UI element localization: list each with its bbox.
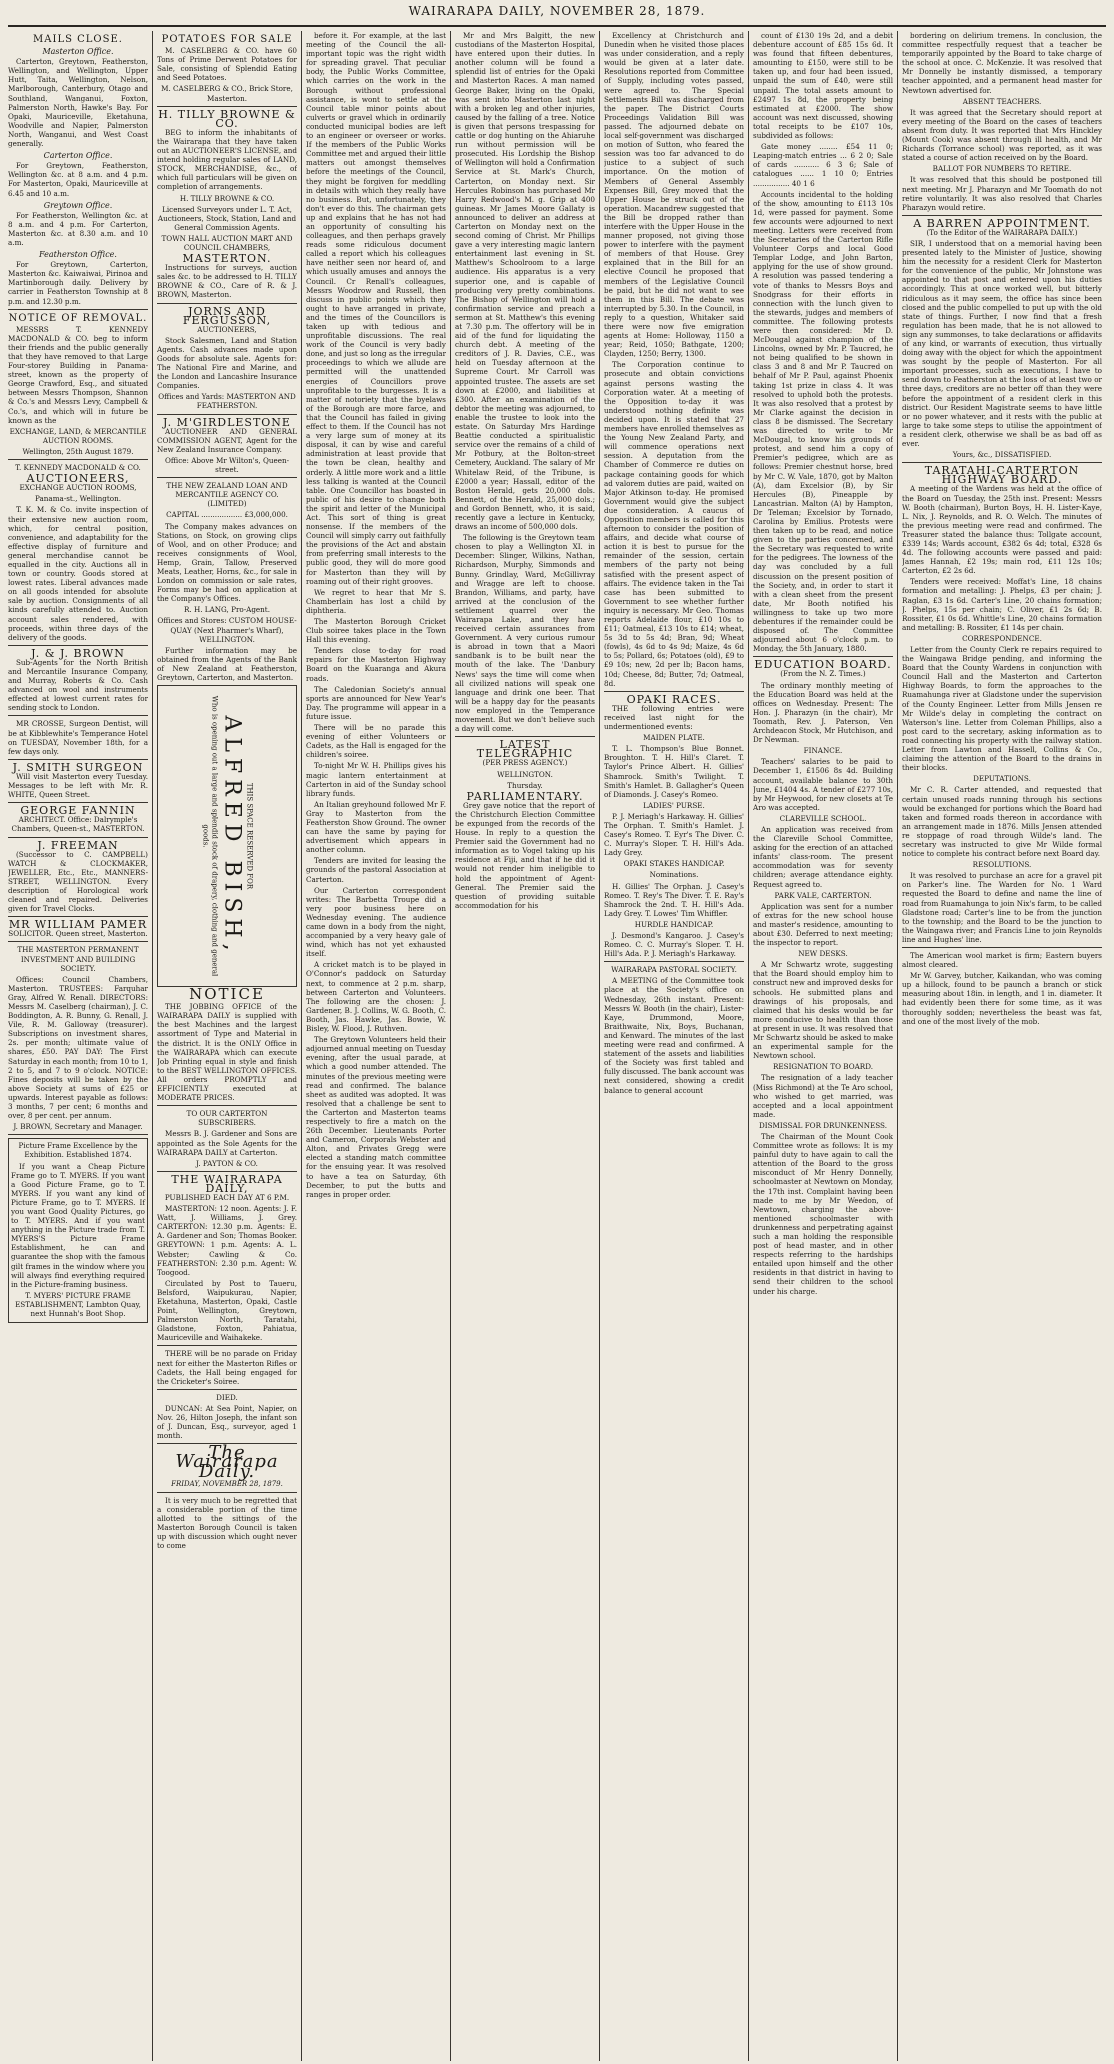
absent-teachers-text: It was agreed that the Secretary should report at every meeting of the Board on the cases of teachers absent from duty. It was reported that Mrs Hinckley (Mount Cook) was absent through ill health, and Mr Richards (Torrance school) was reported, as it was stated a course of action received on by the Board. [902, 107, 1102, 163]
greytown-mails-text: For Featherston, Wellington &c. at 8 a.m. and 4 p.m. For Carterton, Masterton &c. at 8.30 a.m. and 10 a.m. [8, 210, 148, 247]
divider [157, 1345, 297, 1346]
clareville-text: An application was received from the Clareville School Committee, asking for the erection of an attached infants' class-room. The present accommodation was for seventy children; average attendance eighty. Request agreed to. [753, 824, 893, 889]
barren-sign: Yours, &c., DISSATISFIED. [952, 450, 1052, 460]
correspondence-text: Letter from the County Clerk re repairs required to the Waingawa Bridge pending, and informing the Board that the County Wardens in conjunction with Council Hall and the Masterton and Carterton Highway Boards, to form the approaches to the Ruamahunga river at Gladstone under the supervision of the County Engineer. Letter from Mills Jensen re Mr Wilde's delay in completing the contract on Waterson's line. Letter from Coleman Phillips, also a post card to the secretary, asking information as to road connecting his property with the railway station. Letter from Lawton and Hassell, Collins & Co., claiming the attention of the Board to the drains in their blocks. [902, 645, 1102, 773]
column-rule [301, 31, 302, 2061]
mails-close-heading: MAILS CLOSE. [33, 34, 123, 45]
column-7 [902, 31, 1102, 2061]
column-3 [306, 31, 446, 2061]
auctioneers-heading: AUCTIONEERS, [26, 472, 130, 486]
building-society-sign: J. BROWN, Secretary and Manager. [13, 1122, 143, 1132]
divider [157, 303, 297, 304]
new-desks-text: A Mr Schwartz wrote, suggesting that the Board should employ him to construct new and improved desks for schools. He submitted plans and drawings of his proposals, and claimed that his desks would be far more conducive to health than those at present in use. It was resolved that Mr Schwartz should be asked to make an experimental sample for the Newtown school. [753, 960, 893, 1061]
pamer-heading: MR WILLIAM PAMER [8, 918, 148, 932]
hurdle-heading: HURDLE HANDICAP. [634, 919, 714, 929]
hurdle-entries: J. Desmond's Kangaroo. J. Casey's Romeo. C. C. Murray's Sloper. T. H. Hill's Ada. P. J. Meriagh's Harkaway. [604, 931, 744, 959]
park-vale-heading: PARK VALE, CARTERTON. [774, 890, 872, 900]
pastoral-society-text: A MEETING of the Committee took place at the Society's office on Wednesday, 26th instant. Present: Messrs W. Booth (in the chair), Lister-Kaye, Drummond, Moore, Braithwaite, Nix, Boys, Buchanan, and Kenward. The minutes of the last meeting were read and confirmed. A statement of the assets and liabilities of the Society was first tabled and fully discussed. The bank account was next considered, showing a credit balance to general account [604, 976, 744, 1095]
divider [157, 106, 297, 107]
tenders-text: Tenders were received: Moffat's Line, 18 chains formation and metalling: J. Phelps, £3 per chain; J. Raglan, £3 1s 6d. Carter's Line, 20 chains formation; J. Phelps, 15s per chain; C. Oliver, £1 2s 6d; B. Rossiter, £1 0s 6d. Whittle's Line, 20 chains formation and metalling: B. Rossiter, £1 14s per chain. [902, 577, 1102, 632]
ballot-text: It was resolved that this should be postponed till next meeting. Mr J. Pharazyn and Mr Toomath do not retire voluntarily. It was also resolved that Charles Pharazyn would retire. [902, 175, 1102, 212]
divider [8, 309, 148, 310]
divider [157, 477, 297, 478]
telegraph-items: The Corporation continue to prosecute and obtain convictions against persons wasting the Corporation water. At a meeting of the Opposition to-day it was understood nothing definite was decided upon. It is stated that 27 members have enrolled themselves as the Young New Zealand Party, and will commence operations next session. A deputation from the Chamber of Commerce re duties on package containing goods for which ad valorem duties are paid, waited on Major Atkinson to-day. He promised Government would give the subject due consideration. A caucus of Opposition members is called for this afternoon to consider the position of affairs, and decide what course of action it is best to pursue for the remainder of the session, certain members of the party not being satisfied with the present aspect of affairs. The evidence taken in the Tai case has been submitted to Government to see whether further inquiry is necessary. Mr Geo. Thomas reports Adelaide flour, £10 10s to £11; Oatmeal, £13 10s to £14; wheat, 5s 3d to 5s 4d; Bran, 9d; Wheat (fowls), 4s 6d to 4s 9d; Maize, 4s 6d to 5s; Pollard, 6s; Potatoes (old), £9 to £9 10s; new, 2d per lb; Bacon hams, 10d; Cheese, 8d; Butter, 7d; Oatmeal, 8d. [604, 360, 744, 688]
divider [157, 1171, 297, 1172]
tilly-sign: H. TILLY BROWNE & CO. [179, 193, 275, 203]
news-item: There will be no parade this evening of either Volunteers or Cadets, as the Hall is engaged for the children's soiree. [306, 723, 446, 760]
carterton-office-heading: Carterton Office. [43, 151, 113, 161]
bish-advertisement [157, 685, 297, 987]
letter-to-editor: (To the Editor of the WAIRARAPA DAILY.) [926, 227, 1078, 237]
divider [8, 715, 148, 716]
maiden-plate-heading: MAIDEN PLATE. [643, 733, 705, 743]
wool-market-item: The American wool market is firm; Eastern buyers almost cleared. [902, 951, 1102, 970]
column-rule [450, 31, 451, 2061]
tilly-instructions: Instructions for surveys, auction sales &c. to be addressed to H. TILLY BROWNE & CO., Care of R. & J. BROWN, Masterton. [157, 263, 297, 300]
exchange-title: EXCHANGE, LAND, & MERCANTILE AUCTION ROOMS. [9, 426, 147, 445]
nzloan-heading: THE NEW ZEALAND LOAN AND MERCANTILE AGENCY CO. (LIMITED) [166, 481, 288, 509]
tilly-text: BEG to inform the inhabitants of the Wairarapa that they have taken out an AUCTIONEER'S LICENSE, and intend holding regular sales of LAND, STOCK, MERCHANDISE, &c., of which full particulars will be given on completion of arrangements. [157, 127, 297, 192]
maiden-plate-entries: T. L. Thompson's Blue Bonnet. Broughton. T. H. Hill's Claret. T. Taylor's Prince Albert. H. Gillies' Shamrock. Smith's Twilight. T. Smith's Hamlet. B. Gallagher's Queen of Diamonds. J. Casey's Romeo. [604, 744, 744, 799]
notice-text: THE JOBBING OFFICE of the WAIRARAPA DAILY is supplied with the best Machines and the largest assortment of Type and Material in the district. It is the ONLY Office in the WAIRARAPA which can execute Job Printing equal in style and finish to the BEST WELLINGTON OFFICES. All orders PROMPTLY and EFFICIENTLY executed at MODERATE PRICES. [157, 1002, 297, 1103]
tilly-heading: H. TILLY BROWNE & CO. [158, 107, 296, 130]
news-item: The Masterton Borough Cricket Club soiree takes place in the Town Hall this evening. [306, 617, 446, 645]
resolutions-heading: RESOLUTIONS. [972, 860, 1032, 870]
divider [604, 691, 744, 692]
jorns-text: Stock Salesmen, Land and Station Agents. Cash advances made upon Goods for absolute sale. Agents for: The National Fire and Marine, and the London and Lancashire Insurance Companies. [157, 335, 297, 391]
latest-telegraphic-heading: LATEST TELEGRAPHIC [476, 738, 574, 761]
daily-text: MASTERTON: 12 noon. Agents: J. F. Watt, J. Williams, J. Grey. CARTERTON: 12.30 p.m. Agents: E. A. Gardener and Son; Thomas Booker. GREYTOWN: 1 p.m. Agents: A. L. Webster; Cawling & Co. FEATHERSTON: 2.30 p.m. Agent: W. Toogood. [157, 1204, 297, 1277]
barren-appointment-text: SIR, I understood that on a memorial having been presented lately to the Minister of Justice, showing him the necessity for a resident Clerk for Masterton for the convenience of the public, Mr Johnstone was appointed to that post and entered upon his duties accordingly. This at once worked well, but bitterly ridiculous as it may seem, the office has since been closed and the public compelled to put up with the old state of things. Further, I now find that a fresh regulation has been made, that he is not allowed to sign any summonses, to take declarations or affidavits of any kind, or warrants of execution, thus virtually doing away with the object for which the appointment was sought by the people of Masterton. For all important processes, such as executions, I have to send down to Featherston at the loss of at least two or three days, creditors are no better off than they were before the appointment of a resident clerk in this district. Our Resident Magistrate seems to have little or no power whatever, and it rests with the public at large to take some steps to utilise the appointment of a resident clerk, otherwise we shall be as bad off as ever. [902, 238, 1102, 449]
news-item: To-night Mr W. H. Phillips gives his magic lantern entertainment at Carterton in aid of the Sunday school library funds. [306, 761, 446, 798]
news-item: The Caledonian Society's annual sports are announced for New Year's Day. The programme will appear in a future issue. [306, 684, 446, 721]
pastoral-continued: count of £130 19s 2d, and a debit debenture account of £85 15s 6d. It was found that fifteen debentures, amounting to £150, were still to be taken up, and four had been issued, unpaid the sum of £40, were still unpaid. The total assets amount to £2497 1s 8d, the property being estimated at £2000. The show account was next discussed, showing total receipts to be £107 10s, subdivided as follows: [753, 31, 893, 141]
news-items-block-2: The following is the Greytown team chosen to play a Wellington XI. in December: Slinger, Wilkins, Nathan, Richardson, Murphy, Simmonds and Bunny. Grindlay, Ward, McGillivray and Wragge are left to choose. Brandon, Williams, and party, have arrived at the conclusion of the settlement quarrel over the Wairarapa Lake, and they have received certain assurances from Government. A very curious rumour is abroad in town that a Maori sandbank is to be built near the mouth of the lake. The 'Danbury News' says the time will come when all civilized nations will speak one language and drink one beer. That will be a happy day for the peasants now employed in the Temperance movement. But we don't believe such a day will come. [455, 533, 595, 734]
news-item: An Italian greyhound followed Mr F. Gray to Masterton from the Featherston Show Ground. The owner can have the same by paying for advertisement which appears in another column. [306, 799, 446, 855]
divider [604, 961, 744, 962]
bish-name: ALFRED BISH, [219, 715, 245, 957]
subscribers-sign: J. PAYTON & CO. [196, 1158, 258, 1168]
news-item: We regret to hear that Mr S. Chamberlain has lost a child by diphtheria. [306, 587, 446, 615]
girdlestone-heading: J. M'GIRDLESTONE [163, 415, 291, 429]
deputations-text: Mr C. R. Carter attended, and requested that certain unused roads running through his sections would be exchanged for portions which the Board had taken and formed roads thereon in accordance with an arrangement made in 1876. Mills Jensen attended re stoppage of road through Wilde's land. The secretary was instructed to give Mr Wilde formal notice to complete his contract before next Board day. [902, 785, 1102, 859]
ballot-heading: BALLOT FOR NUMBERS TO RETIRE. [932, 164, 1072, 174]
nzloan-sign: R. H. LANG, Pro-Agent. [183, 605, 270, 615]
news-item: Our Carterton correspondent writes: The Barbetta Troupe did a very poor business here on Wednesday evening. The audience came down in a body from the night, accompanied by a very heavy gale of wind, which has not yet exhausted itself. [306, 885, 446, 959]
column-rule [599, 31, 600, 2061]
nominations-heading: Nominations. [649, 870, 699, 880]
notice-heading: NOTICE [189, 985, 265, 1004]
divider [753, 656, 893, 657]
divider [8, 459, 148, 460]
divider [902, 462, 1102, 463]
divider [8, 802, 148, 803]
deputations-heading: DEPUTATIONS. [973, 774, 1031, 784]
pastoral-society-heading: WAIRARAPA PASTORAL SOCIETY. [611, 965, 737, 975]
jorns-heading: JORNS AND FERGUSSON, [182, 304, 272, 327]
potatoes-sign: M. CASELBERG & CO., Brick Store, Masterton. [161, 84, 293, 103]
masterton-caps: MASTERTON. [182, 252, 272, 266]
myers-heading: Picture Frame Excellence by the Exhibition. Established 1874. [18, 1141, 138, 1160]
education-board-heading: EDUCATION BOARD. [754, 658, 892, 672]
freeman-text: (Successor to C. CAMPBELL) WATCH & CLOCKMAKER, JEWELLER, Etc., Etc., MANNERS-STREET, WELLINGTON. Every description of Horological work cleaned and repaired. Deliveries given for Travel Clocks. [8, 849, 148, 914]
building-society-heading: THE MASTERTON PERMANENT INVESTMENT AND BUILDING SOCIETY. [17, 945, 139, 973]
column-6 [753, 31, 893, 2061]
issue-date: FRIDAY, NOVEMBER 28, 1879. [171, 1479, 283, 1488]
potatoes-heading: POTATOES FOR SALE [161, 34, 293, 45]
news-items-block: Mr and Mrs Balgitt, the new custodians of the Masterton Hospital, have entered upon their duties. In another column will be found a splendid list of entries for the Opaki and Masterton Races. A man named George Baker, living on the Opaki, was sent into Masterton last night with a broken leg and other injuries, caused by the falling of a tree. Notice is given that persons trespassing for cattle or dog hunting on the Ahiaruhe run without permission will be prosecuted. His Lordship the Bishop of Wellington will hold a Confirmation Service at St. Mark's Church, Carterton, on Monday next. Sir Hercules Robinson has purchased Mr Harry Redwood's M. g. Grip at 400 guineas. Mr James Moore Gallaty is announced to deliver an address at Carterton on Monday next on the second coming of Christ. Mr Phillips gave a very interesting magic lantern entertainment last evening in St. Matthew's Schoolroom to a large audience. His apparatus is a very superior one, and is capable of producing very pretty combinations. The Bishop of Wellington will hold a confirmation service and preach a sermon at St. Matthew's this evening at 7.30 p.m. The offertory will be in aid of the fund for liquidating the church debt. A meeting of the creditors of J. R. Davies, C.E., was held on Tuesday afternoon at the Supreme Court. Mr Carroll was appointed trustee. The assets are set down at £2000, and liabilities at £300. After an examination of the debtor the meeting was adjourned, to enable the trustee to look into the estate. On Saturday Mrs Hardinge Beattie conducted a spiritualistic service over the remains of a child of Mr Potbury, at the Bolton-street Cemetery, Auckland. The salary of Mr Whitelaw Reid, of the Tribune, is £2000 a year; Hassall, editor of the Boston Herald, gets 20,000 dols. Bennett, of the Herald, 25,000 dols.; and Gordon Bennett, who, it is said, recently gave a lecture in Kentucky, draws an income of 500,000 dols. [455, 31, 595, 532]
smith-heading: J. SMITH SURGEON [12, 760, 144, 774]
thursday-dateline: Thursday. [507, 780, 543, 790]
ladies-purse-entries: P. J. Meriagh's Harkaway. H. Gillies' The Orphan. T. Smith's Hamlet. J. Casey's Romeo. T. Eyr's The Diver. C. C. Murray's Sloper. T. H. Hill's Ada. Lady Grey. [604, 811, 744, 858]
bish-rotated-block [201, 691, 254, 981]
editorial-text: before it. For example, at the last meeting of the Council the all-important topic was the right width for spreading gravel. That peculiar body, the Public Works Committee, which carries on the work in the Borough without professional assistance, is wont to settle at the Council table minor points about culverts or gravel which in ordinarily conducted municipal bodies are left to an engineer or overseer or works. If the members of the Public Works Committee met and argued their little matters out amongst themselves before the meetings of the Council, they might be forgiven for meddling in details with which they really have no business. But, unfortunately, they don't ever do this. The chairman gets up and explains that he has not had an opportunity of consulting his colleagues, and then perhaps gravely reads some ridiculous document called a report which his colleagues have neither seen nor heard of, and which usually amuses and annoys the Council. Cr Renall's colleagues, Messrs Woodrow and Russell, then discuss in public points which they ought to have arranged in private, and the times of the Councillors is taken up with tedious and unprofitable discussions. The real work of the Council is very badly done, and just so long as the irregular proceedings to which we allude are permitted will the unattended energies of Councillors prove unprofitable to the burgesses. It is a matter of notoriety that the byelaws of the Borough are more farce, and that the Council has failed in giving effect to them. If the Council has not a very large sum of money at its disposal, it can by wise and careful administration at least provide that the town be clean, healthy and orderly. A little more work and a little less talking is wanted at the Council table. One Councillor has boasted in public of his desire to change both the spirit and letter of the Municipal Act. This sort of thing is great nonsense. If the members of the Council will simply carry out faithfully the provisions of the Act and abstain from preferring small interests to the public good, they will do more good for Masterton than they will by roaming out of their right grooves. [306, 31, 446, 586]
columns-container [8, 31, 1106, 2061]
dismissal-heading: DISMISSAL FOR DRUNKENNESS. [759, 1120, 887, 1130]
bish-bottom-line: Who is opening out a large and splendid stock of drapery, clothing and general goods. [201, 695, 219, 977]
divider [8, 837, 148, 838]
column-rule [897, 31, 898, 2061]
opaki-stakes-heading: OPAKI STAKES HANDICAP. [623, 859, 725, 869]
daily-sub: PUBLISHED EACH DAY AT 6 P.M. [164, 1192, 290, 1202]
dismissal-text: The Chairman of the Mount Cook Committee wrote as follows: It is my painful duty to have again to call the attention of the Board to the gross misconduct of Mr Henry Donnelly, schoolmaster at Newtown on Monday, the 17th inst. Complaint having been made to me by Mr Weedon, of Newtown, charging the above-mentioned schoolmaster with drunkenness and perpetrating against such a man holding the responsible post of head master, and in other respects referring to the hardships entailed upon himself and the other residents in that district in having to send their children to the school under his charge. [753, 1131, 893, 1296]
myers-ad [8, 1138, 148, 1323]
divider [455, 736, 595, 737]
divider [902, 215, 1102, 216]
absent-teachers-heading: ABSENT TEACHERS. [962, 96, 1042, 106]
carterton-mails-text: For Greytown, Featherston, Wellington &c. at 8 a.m. and 4 p.m. For Masterton, Opaki, Mauriceville at 6.45 and 10 a.m. [8, 161, 148, 198]
editorial-opening: It is very much to be regretted that a considerable portion of the time allotted to the sittings of the Masterton Borough Council is taken up with discussion which ought never to come [157, 1495, 297, 1551]
subscribers-text: Messrs B. J. Gardener and Sons are appointed as the Sole Agents for the WAIRARAPA DAILY at Carterton. [157, 1129, 297, 1157]
clareville-heading: CLAREVILLE SCHOOL. [779, 813, 867, 823]
park-vale-text: Application was sent for a number of extras for the new school house and master's residence, amounting to about £30. Deferred to next meeting; the inspector to report. [753, 901, 893, 948]
new-desks-heading: NEW DESKS. [798, 949, 848, 959]
bish-top-line: THIS SPACE RESERVED FOR [245, 782, 254, 890]
nzloan-capital: CAPITAL .................. £3,000,000. [166, 510, 288, 520]
divider [8, 1134, 148, 1135]
show-receipts: Gate money ........ £54 11 0; Leaping-match entries ... 6 2 0; Sale of cards ........... 6 3 6; Sale of catalogues ...... 1 10 0; Entries ................ 40 1 6 [753, 142, 893, 188]
taratahi-text: A meeting of the Wardens was held at the office of the Board on Tuesday, the 25th inst. Present: Messrs W. Booth (chairman), Burton Boys, H. H. Lister-Kaye, L. Nix, J. Reynolds, and R. O. Welch. The minutes of the previous meeting were read and confirmed. The Treasurer stated the balance thus: Tollgate account, £339 14s; Wards account, £382 6s 4d; total, £328 6s 4d. The following accounts were passed and paid: James Hannah, £2 19s; main rod, £11 12s 10s; Carterton, £2 2s 6d. [902, 484, 1102, 576]
resignation-heading: RESIGNATION TO BOARD. [772, 1062, 874, 1072]
jorns-sub: AUCTIONEERS, [197, 324, 257, 334]
featherston-office-heading: Featherston Office. [39, 250, 117, 260]
column-rule [152, 31, 153, 2061]
garvey-item: Mr W. Garvey, butcher, Kaikandan, who was coming up a hillock, found to be paunch a branch or stick measuring about 18in. in length, and 1 in. diameter. It had evidently been there for some time, as it was thoroughly sodden; nevertheless the beast was fat, and one of the most lively of the mob. [902, 971, 1102, 1026]
wellington-dateline: WELLINGTON. [497, 769, 553, 779]
news-item: Tenders are invited for leasing the grounds of the pastoral Association at Carterton. [306, 856, 446, 884]
removal-text: MESSRS T. KENNEDY MACDONALD & CO. beg to inform their friends and the public generally that they have removed to that Large Four-storey Building in Panama-street, known as the property of George Crawford, Esq., and situated between Messrs Thompson, Shannon & Co.'s and Messrs Levy, Campbell & Co.'s, and which will in future be known as the [8, 324, 148, 425]
ladies-purse-heading: LADIES' PURSE. [643, 800, 705, 810]
daily-heading: THE WAIRARAPA DAILY, [171, 1172, 283, 1195]
newspaper-nameplate: The Wairarapa Daily. [175, 1442, 279, 1482]
brown-text: Sub-Agents for the North British and Mercantile Insurance Company, and Murray, Roberts & Co. Cash advanced on wool and instruments effected at lowest current rates for sending stock to London. [8, 657, 148, 713]
town-hall-mart: TOWN HALL AUCTION MART AND COUNCIL CHAMBERS, [161, 233, 293, 252]
daily-more: Circulated by Post to Taueru, Belsford, Waipukurau, Napier, Eketahuna, Masterton, Opaki, Castle Point, Wellington, Greytown, Palmerston North, Taratahi, Gladstone, Foxton, Pahiatua, Mauriceville and Waihakeke. [157, 1278, 297, 1343]
died-text: DUNCAN: At Sea Point, Napier, on Nov. 26, Hilton Joseph, the infant son of J. Duncan, Esq., surveyor, aged 1 month. [157, 1403, 297, 1441]
resolutions-text: It was resolved to purchase an acre for a gravel pit on Parker's line. The Warden for No. 1 Ward requested the Board to define and name the line of road from Ruamahunga to join Nix's farm, to be called Gladstone road; Carter's line to be from the junction to the township; and the Board to be the junction to the Waingawa river; and Francis Line to join Reynolds line and Hughes' line. [902, 871, 1102, 944]
kennedy-heading: T. KENNEDY MACDONALD & CO. [15, 463, 141, 473]
greytown-office-heading: Greytown Office. [43, 200, 113, 210]
column-4 [455, 31, 595, 2061]
masterton-mails-text: Carterton, Greytown, Featherston, Wellington, and Wellington, Upper Hutt, Taita, Wellington, Nelson, Marlborough, Canterbury, Otago and Southland, Wanganui, Foxton, Palmerston North, Hawke's Bay. For Opaki, Mauriceville, Eketahuna, Woodville and Napier, Palmerston North, Wanganui, and West Coast generally. [8, 57, 148, 149]
column-2 [157, 31, 297, 2061]
masterton-office-heading: Masterton Office. [42, 47, 114, 57]
divider [157, 1492, 297, 1493]
news-item: A cricket match is to be played in O'Connor's paddock on Saturday next, to commence at 2 p.m. sharp, between Carterton and Volunteers. The following are the chosen: J. Gardener, B. J. Collins, W. G. Booth, C. Booth, Jas. Hawke, Jas. Bowie, W. Bisley, W. Flood, J. Ruthven. [306, 960, 446, 1034]
pamer-text: SOLICITOR. Queen street, Masterton. [8, 929, 148, 939]
column-5 [604, 31, 744, 2061]
jorns-offices: Offices and Yards: MASTERTON AND FEATHERSTON. [158, 392, 296, 411]
finance-heading: FINANCE. [803, 746, 843, 756]
resignation-text: The resignation of a lady teacher (Miss Richmond) at the Te Aro school, who wished to get married, was accepted and a local appointment made. [753, 1073, 893, 1119]
dismissal-continued: bordering on delirium tremens. In conclusion, the committee respectfully request that a teacher be temporarily appointed by the Board to take charge of the school at once. C. McKenzie. It was resolved that Mr Donnelly be instantly dismissed, a temporary teacher appointed, and a permanent head master for Newtown advertised for. [902, 31, 1102, 95]
subscribers-heading: TO OUR CARTERTON SUBSCRIBERS. [186, 1109, 268, 1128]
wellington-date: Wellington, 25th August 1879. [22, 446, 134, 456]
barren-appointment-heading: A BARREN APPOINTMENT. [913, 216, 1091, 230]
featherston-mails-text: For Greytown, Carterton, Masterton &c. Kaiwaiwai, Pirinoa and Martinborough daily. Delivery by carrier in Featherston Township at 8 p.m. and 12.30 p.m. [8, 260, 148, 306]
parliamentary-heading: PARLIAMENTARY. [466, 789, 584, 803]
finance-text: Teachers' salaries to be paid to December 1, £1506 8s 4d. Building account, available balance to 30th June, £1404 4s. A tender of £277 10s, by Mr Heywood, for new closets at Te Aro was accepted. [753, 757, 893, 812]
girdlestone-office: Office: Above Mr Wilton's, Queen-street. [164, 455, 290, 475]
column-rule [748, 31, 749, 2061]
correspondence-heading: CORRESPONDENCE. [962, 633, 1042, 643]
parade-notice: THERE will be no parade on Friday next for either the Masterton Rifles or Cadets, the Hall being engaged for the Cricketer's Soiree. [157, 1349, 297, 1386]
myers-text: If you want a Cheap Picture Frame go to T. MYERS. If you want a Good Picture Frame, go to T. MYERS. If you want any kind of Picture Frame, go to T. MYERS. If you want Good Quality Pictures, go to T. MYERS. And if you want anything in the Picture trade from T. MYERS'S Picture Frame Establishment, he can and guarantee the shop with the famous gilt frames in the window where you will always find everything required in the Picture-framing business. [11, 1161, 145, 1289]
building-society-text: Offices: Council Chambers, Masterton. TRUSTEES: Farquhar Gray, Alfred W. Renall. DIRECTORS: Messrs M. Caselberg (chairman), J. C. Boddington, A. R. Bunny, G. Renall, J. Vile, R. M. Galloway (treasurer). Subscriptions on investment shares, 2s. per month; ultimate value of shares, £50. PAY DAY: The First Saturday in each month; from 10 to 1, 2 to 5, and 7 to 9 o'clock. NOTICE: Fines deposits will be taken by the above Society at sums of £25 or upwards. Interest payable as follows: 3 months, 7 per cent; 6 months and over, 8 per cent. per annum. [8, 974, 148, 1121]
divider [157, 1105, 297, 1106]
nzloan-text: The Company makes advances on Stations, on Stock, on growing clips of Wool, and on other Produce; and receives consignments of Wool, Hemp, Grain, Tallow, Preserved Meats, Leather, Horns, &c., for sale in London on commission or sale rates, Forms may be had on application at the Company's Offices. [157, 521, 297, 604]
myers-sign: T. MYERS' PICTURE FRAME ESTABLISHMENT, Lambton Quay, next Hunnah's Boot Shop. [15, 1290, 141, 1318]
page-masthead: WAIRARAPA DAILY, NOVEMBER 28, 1879. [8, 4, 1106, 27]
exchange-rooms: EXCHANGE AUCTION ROOMS, [19, 483, 137, 493]
fannin-text: ARCHITECT. Office: Dalrymple's Chambers, Queen-st., MASTERTON. [11, 815, 145, 834]
panama-street: Panama-st., Wellington. [35, 494, 121, 504]
divider [157, 414, 297, 415]
potatoes-text: M. CASELBERG & CO. have 60 Tons of Prime Derwent Potatoes for Sale, consisting of Splendid Eating and Seed Potatoes. [157, 46, 297, 83]
divider [8, 916, 148, 917]
fannin-heading: GEORGE FANNIN [20, 804, 136, 818]
smith-text: Will visit Masterton every Tuesday. Messages to be left with Mr. R. WHITE, Queen Street. [8, 771, 148, 800]
kennedy-text: T. K. M. & Co. invite inspection of their extensive new auction room, which, for central position, convenience, and adaptability for the effective display of furniture and general merchandise cannot be equalled in the city. Auctions all in town or country. Goods stored at lowest rates. Liberal advances made on all goods intended for absolute sale by auction. Consignments of all kinds carefully attended to. Auction account sales rendered, with proceeds, within three days of the delivery of the goods. [8, 505, 148, 642]
column-1 [8, 31, 148, 2061]
news-item: Tenders close to-day for road repairs for the Masterton Highway Board on the Kuaranga and Akura roads. [306, 646, 446, 683]
education-text: The ordinary monthly meeting of the Education Board was held at the offices on Wednesday. Present: The Hon. J. Pharazyn (in the chair), Mr Toomath, Rev. J. Paterson, Ven Archdeacon Stock, Mr Hutchison, and Dr Newman. [753, 680, 893, 745]
nzloan-more: Further information may be obtained from the Agents of the Bank of New Zealand at Featherston, Greytown, Carterton, and Masterton. [157, 645, 297, 682]
pastoral-continued-2: Accounts incidental to the holding of the show, amounting to £113 10s 1d, were passed for payment. Some few accounts were adjourned to next meeting. Letters were received from the Secretaries of the Carterton Rifle Volunteer Corps and local Good Templar Lodge, and John Barton, applying for the use of show ground. A resolution was passed tendering a vote of thanks to Messrs Boys and Snodgrass for their efforts in connection with the lunch given to the stewards, judges and members of committee. The following protests were then considered: Mr D. McDougal against champion of the Lincolns, owned by Mr. P. Taucred, he not being qualified to be shown in class 3 and 8 and Mr P. Taucred on behalf of Mr P. Paul, against Phoenix taking 1st prize in class 4. It was resolved to uphold both the protests. It was also resolved that a protest by Mr Clarke against the decision in class 8 be dismissed. The Secretary was directed to write to Mr McDougal, to know his grounds of protest, and send him a copy of Premier's pedigree, which are as follows: Premier chestnut horse, bred by Mr C. W. Vale, 1870, got by Malton (A), dam Excelsior (B), by Sir Hercules (B), Pineapple by Lancastrian. Malton (A) by Hampton, Dr Teleman; Excelsior by Tornado, Carolina by Emilius. Protests were then taken up to be read, and notice given to the parties concerned, and the Secretary was requested to write for the pedigrees. The lowness of the day was concluded by a full discussion on the present position of the Society, and, in order to start it with a clean sheet from the present date, Mr Booth notified his willingness to take up two more debentures if the remainder could be disposed of. The Committee adjourned about 6 o'clock p.m. to Monday, the 5th January, 1880. [753, 189, 893, 654]
crosse-text: MR CROSSE, Surgeon Dentist, will be at Kibblewhite's Temperance Hotel on TUESDAY, November 18th, for a few days only. [8, 719, 148, 756]
opaki-intro: THE following entries were received last night for the undermentioned events: [604, 703, 744, 732]
divider [157, 1389, 297, 1390]
parliamentary-continued: Excellency at Christchurch and Dunedin when he visited those places was under consideration, and a reply would be given at a later date. Resolutions reported from Committee of Supply, including votes passed, were agreed to. The Special Settlements Bill was discharged from the paper. The District Courts Proceedings Validation Bill was passed. The adjourned debate on local self-government was discharged on motion of Sutton, who feared the session was too far advanced to do justice to a subject of such importance. On the motion of Members of General Assembly Expenses Bill, Grey moved that the Upper House be struck out of the operation. Macandrew suggested that the Bill be dropped rather than interfere with the Upper House in the manner proposed, not giving those power to interfere with the payment of members of that House. Grey explained that in the Bill for an elective Council he proposed that members of the Legislative Council be paid, but he did not want to see them in this Bill. The debate was interrupted by 5.30. In the Council, in reply to a question, Whitaker said there were now five emigration agents at Home: Holloway, 1150 a year; Reid, 1050; Bathgate, 1200; Clayden, 1250; Berry, 1300. [604, 31, 744, 359]
opaki-stakes-entries: H. Gillies' The Orphan. J. Casey's Romeo. T. Rey's The Diver. T. E. Ray's Shamrock the 2nd. T. H. Hill's Ada. Lady Grey. T. Lowes' Tim Whiffler. [604, 881, 744, 918]
nzloan-offices: Offices and Stores: CUSTOM HOUSE-QUAY (Next Pharmer's Wharf), WELLINGTON. [157, 616, 297, 644]
parliamentary-text: Grey gave notice that the report of the Christchurch Election Committee be expunged from the records of the House. In reply to a question the Premier said the Government had no information as to Vogel taking up his residence at Fiji, and that if he did it would not render him ineligible to hold the appointment of Agent-General. The Premier said the question of providing suitable accommodation for his [455, 800, 595, 910]
opaki-races-heading: OPAKI RACES. [626, 692, 722, 706]
news-item: The Greytown Volunteers held their adjourned annual meeting on Tuesday evening, after the usual parade, at which a good number attended. The minutes of the previous meeting were read and confirmed. The balance sheet as audited was adopted. It was resolved that a challenge be sent to the Carterton and Masterton teams respectively to fire a match on the 26th December. Lieutenants Porter and Cameron, Corporals Webster and Alton, and Privates Gregg were elected a standing match committee for the ensuing year. It was resolved to have a tea on Saturday, 6th December, to put the butts and ranges in proper order. [306, 1035, 446, 1199]
brown-heading: J. & J. BROWN [31, 646, 125, 660]
tilly-sub: Licensed Surveyors under L. T. Act, Auctioneers, Stock, Station, Land and General Commission Agents. [157, 204, 297, 232]
died-heading: DIED. [216, 1392, 238, 1402]
press-agency-note: (PER PRESS AGENCY.) [482, 758, 568, 768]
divider [8, 941, 148, 942]
education-source: (From the N. Z. Times.) [780, 669, 866, 679]
divider [8, 645, 148, 646]
freeman-heading: J. FREEMAN [37, 838, 119, 852]
divider [902, 947, 1102, 948]
taratahi-heading: TARATAHI-CARTERTON HIGHWAY BOARD. [924, 464, 1080, 487]
divider [8, 759, 148, 760]
girdlestone-text: AUCTIONEER AND GENERAL COMMISSION AGENT, Agent for the New Zealand Insurance Company. [157, 426, 297, 454]
removal-heading: NOTICE OF REMOVAL. [8, 312, 148, 324]
